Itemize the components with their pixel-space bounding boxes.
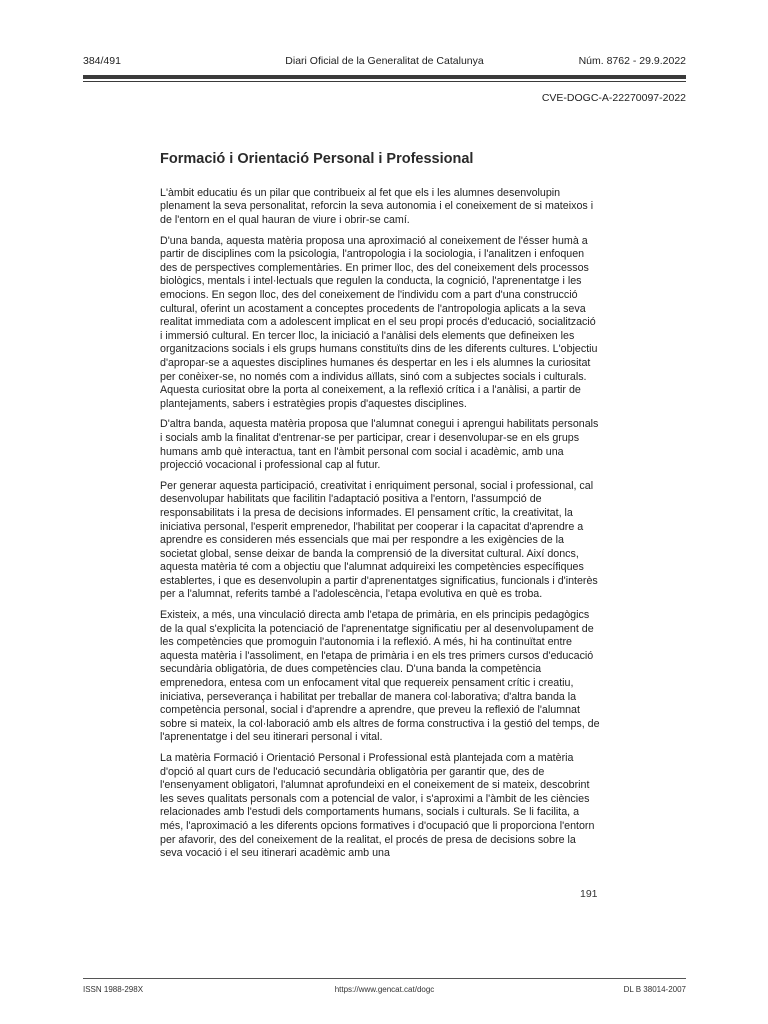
paragraph-4: Per generar aquesta participació, creativitat i enriquiment personal, social i professional, cal desenvolupar habilitats que facilitin l'adaptació positiva a l'entorn, l'assumpció de responsabilitats i la presa de decisions informades. El pensament crític, la creativitat, la iniciativa personal, l'esperit emprenedor, l'habilitat per cooperar i la capacitat d'aprendre a aprendre es consideren més essencials que mai per respondre a les exigències de la societat global, sense deixar de banda la comprensió de la diversitat cultural. Així doncs, aquesta matèria té com a objectiu que l'alumnat adquireixi les competències específiques establertes, i que es desenvolupin a partir d'aprenentatges significatius, funcionals i d'interès per a l'alumnat, referits també a l'adolescència, l'etapa evolutiva en què es troba. xyxy=(160,479,598,601)
paragraph-5: Existeix, a més, una vinculació directa amb l'etapa de primària, en els principis pedagògics de la qual s'explicita la potenciació de l'aprenentatge significatiu per al desenvolupament de les competències que promoguin l'autonomia i la reflexió. A més, hi ha continuïtat entre aquesta matèria i l'assoliment, en l'etapa de primària i en els tres primers cursos d'educació secundària obligatòria, de dues competències clau. D'una banda la competència emprenedora, entesa com un enfocament vital que requereix pensament crític i creatiu, iniciativa, perseverança i habilitat per treballar de manera col·laborativa; d'altra banda la competència personal, social i d'aprendre a aprendre, que preveu la reflexió de l'alumnat sobre si mateix, la col·laboració amb els altres de forma constructiva i la gestió del temps, de l'aprenentatge i del seu itinerari personal i vital. xyxy=(160,609,600,744)
page-reference: 384/491 xyxy=(83,55,121,67)
footer-rule xyxy=(83,978,686,979)
page-footer xyxy=(83,985,686,997)
publication-name: Diari Oficial de la Generalitat de Catalunya xyxy=(285,55,484,67)
paragraph-3: D'altra banda, aquesta matèria proposa que l'alumnat conegui i aprengui habilitats personals i socials amb la finalitat d'entrenar-se per participar, crear i desenvolupar-se en els grups humans amb què interactua, tant en l'àmbit personal com social i acadèmic, amb una projecció vocacional i professional cap al futur. xyxy=(160,418,599,472)
issue-number: Núm. 8762 - 29.9.2022 xyxy=(578,55,686,67)
legal-deposit: DL B 38014-2007 xyxy=(623,985,686,994)
header-rule-thick xyxy=(83,75,686,79)
paragraph-2: D'una banda, aquesta matèria proposa una aproximació al coneixement de l'ésser humà a partir de disciplines com la psicologia, l'antropologia i la sociologia, i l'analitzen i enfoquen des de perspectives complementàries. En primer lloc, des del coneixement dels processos biològics, mentals i intel·lectuals que regulen la conducta, la cognició, l'aprenentatge i les emocions. En segon lloc, des del coneixement de l'individu com a part d'una construcció cultural, oferint un acostament a conceptes procedents de l'antropologia aplicats a la seva realitat immediata com a adolescent implicat en el seu propi procés d'educació, socialització i immersió cultural. En tercer lloc, la iniciació a l'anàlisi dels elements que defineixen les organitzacions socials i els grups humans constituïts dins de les diferents cultures. L'objectiu d'apropar-se a aquestes disciplines humanes és despertar en les i els alumnes la curiositat per conèixer-se, no només com a individus aïllats, sinó com a subjectes socials i culturals. Aquesta curiositat obre la porta al coneixement, a la reflexió crítica i a l'anàlisi, a partir de plantejaments, sabers i estratègies propis d'aquestes disciplines. xyxy=(160,234,598,410)
issn: ISSN 1988-298X xyxy=(83,985,144,994)
cve-code: CVE-DOGC-A-22270097-2022 xyxy=(541,92,686,104)
paragraph-6: La matèria Formació i Orientació Personal i Professional està plantejada com a matèria d'opció al quart curs de l'educació secundària obligatòria per garantir que, des de l'ensenyament obligatori, l'alumnat aprofundeixi en el coneixement de si mateix, descobrint les seves qualitats personals com a potencial de valor, i s'aproximi a l'àmbit de les ciències relacionades amb l'estudi dels comportaments humans, socials i culturals. Se li facilita, a més, l'aproximació a les diferents opcions formatives i d'ocupació que li proporciona l'entorn per afavorir, des del coneixement de la realitat, el procés de presa de decisions sobre la seva vocació i el seu itinerari acadèmic amb una xyxy=(160,752,595,860)
paragraph-1: L'àmbit educatiu és un pilar que contribueix al fet que els i les alumnes desenvolupin plenament la seva personalitat, reforcin la seva autonomia i el coneixement de si mateixos i de l'entorn en el qual hauran de viure i obrir-se camí. xyxy=(160,186,594,227)
footer-url-link[interactable]: https://www.gencat.cat/dogc xyxy=(334,985,435,994)
section-title: Formació i Orientació Personal i Professional xyxy=(160,151,474,167)
document-body xyxy=(160,150,600,868)
page-number: 191 xyxy=(580,888,598,900)
header-rule-thin xyxy=(83,81,686,82)
page-header xyxy=(83,55,686,71)
